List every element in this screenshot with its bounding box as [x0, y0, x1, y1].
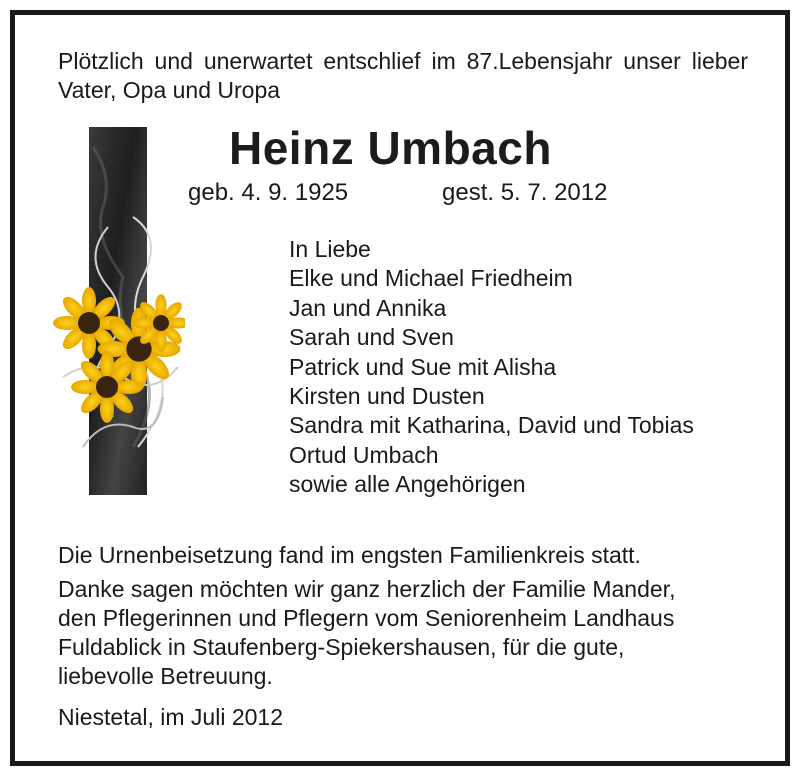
mourner-line: Elke und Michael Friedheim	[289, 265, 573, 292]
place-date: Niestetal, im Juli 2012	[58, 704, 283, 730]
mourner-line: Kirsten und Dusten	[289, 383, 485, 410]
thanks-paragraph	[58, 575, 758, 691]
mourner-line: Patrick und Sue mit Alisha	[289, 353, 557, 380]
mourner-line: Sarah und Sven	[289, 324, 454, 351]
death-date: gest. 5. 7. 2012	[442, 179, 608, 206]
obituary-frame	[10, 10, 790, 766]
deceased-name: Heinz Umbach	[229, 122, 552, 174]
thanks-line: den Pflegerinnen und Pflegern vom Seniorenheim Landhaus	[58, 605, 675, 631]
intro-text: Plötzlich und unerwartet entschlief im 87.Lebensjahr unser lieber Vater, Opa und Uropa	[58, 48, 748, 103]
mourners-list	[289, 235, 694, 500]
mourner-line: Jan und Annika	[289, 294, 447, 321]
mourner-line: sowie alle Angehörigen	[289, 471, 526, 498]
thanks-line: Danke sagen möchten wir ganz herzlich der Familie Mander,	[58, 576, 676, 602]
thanks-line: Fuldablick in Staufenberg-Spiekershausen, für die gute,	[58, 634, 625, 660]
mourner-line: Sandra mit Katharina, David und Tobias	[289, 412, 694, 439]
mourner-line: In Liebe	[289, 236, 371, 262]
burial-note: Die Urnenbeisetzung fand im engsten Familienkreis statt.	[58, 542, 641, 568]
thanks-line: liebevolle Betreuung.	[58, 663, 273, 689]
sunflower-stone-decoration	[53, 127, 185, 499]
birth-date: geb. 4. 9. 1925	[188, 179, 349, 206]
mourner-line: Ortud Umbach	[289, 441, 439, 468]
